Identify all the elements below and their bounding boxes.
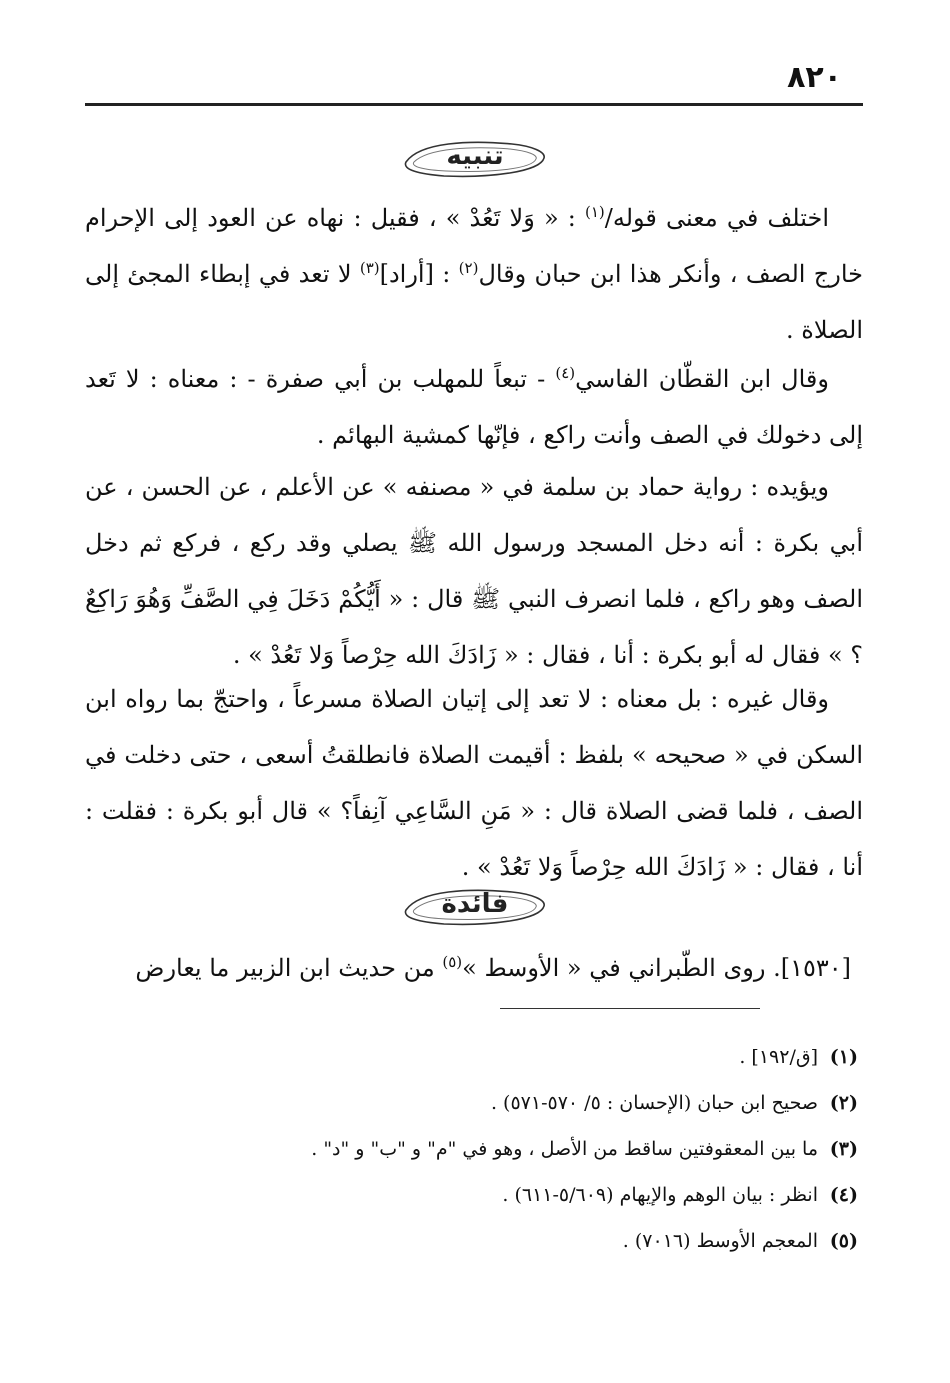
paragraph-4: وقال غيره : بل معناه : لا تعد إلى إتيان الصلاة مسرعاً ، واحتجّ بما رواه ابن السكن في « صحيحه » بلفظ : أقيمت الصلاة فانطلقتُ أسعى ، حتى دخلت في الصف ، فلما قضى الصلاة قال : « مَنِ السَّاعِي آنِفاً؟ » قال أبو بكرة : فقلت : أنا ، فقال : « زَادَكَ الله حِرْصاً وَلا تَعُدْ » . — [85, 685, 863, 881]
footnote-text: [ق/١٩٢] . — [739, 1046, 818, 1068]
paragraph-1-text-b: : « وَلا تَعُدْ » ، فقيل : نهاه عن العود إلى الإحرام خارج الصف ، وأنكر هذا ابن حبان وقال — [85, 204, 863, 288]
paragraph-1-text-d: لا تعد في إبطاء المجئ إلى الصلاة . — [85, 260, 863, 344]
faida-badge — [400, 884, 550, 930]
faida-label: فائدة — [441, 889, 509, 919]
footnote-text: صحيح ابن حبان (الإحسان : ٥/ ٥٧٠-٥٧١) . — [490, 1092, 818, 1114]
footnote-text: انظر : بيان الوهم والإيهام (٥/٦٠٩-٦١١) . — [502, 1184, 818, 1206]
footnote-number: (١) — [829, 1046, 858, 1068]
tanbih-heading — [0, 136, 950, 182]
tanbih-label: تنبيه — [446, 141, 504, 171]
page-number: ٨٢٠ — [787, 60, 842, 95]
footnote-item — [98, 1080, 858, 1126]
paragraph-2-text-b: - تبعاً للمهلب بن أبي صفرة - : معناه : لا تَعد إلى دخولك في الصف وأنت راكع ، فإنّها كمشية البهائم . — [85, 365, 863, 449]
paragraph-1-text-a: اختلف في معنى قوله/ — [604, 204, 829, 232]
footnote-text: المعجم الأوسط (٧٠١٦) . — [622, 1230, 818, 1252]
footnote-number: (٣) — [829, 1138, 858, 1160]
footnote-item — [98, 1034, 858, 1080]
paragraph-2-text-a: وقال ابن القطّان الفاسي — [575, 365, 829, 393]
paragraph-1-text-c: : [أراد] — [379, 260, 459, 288]
tanbih-badge — [400, 136, 550, 182]
paragraph-3: ويؤيده : رواية حماد بن سلمة في « مصنفه » عن الأعلم ، عن الحسن ، عن أبي بكرة : أنه دخل المسجد ورسول الله ﷺ يصلي وقد ركع ، فركع ثم دخل الصف وهو راكع ، فلما انصرف النبي ﷺ قال : « أَيُّكُمْ دَخَلَ فِي الصَّفِّ وَهُوَ رَاكِعٌ ؟ » فقال له أبو بكرة : أنا ، فقال : « زَادَكَ الله حِرْصاً وَلا تَعُدْ » . — [85, 473, 863, 669]
footnote-item — [98, 1126, 858, 1172]
footnote-ref-4[interactable]: (٤) — [555, 364, 576, 382]
paragraph-5 — [85, 940, 863, 996]
footnote-ref-1[interactable]: (١) — [584, 203, 605, 221]
paragraph-1 — [85, 190, 863, 358]
header-rule — [85, 103, 863, 106]
footnote-number: (٤) — [829, 1184, 858, 1206]
footnote-ref-3[interactable]: (٣) — [359, 259, 380, 277]
footnote-item — [98, 1218, 858, 1264]
footnote-number: (٥) — [829, 1230, 858, 1252]
paragraph-5-text-a: [١٥٣٠]. روى الطّبراني في « الأوسط » — [462, 954, 851, 982]
faida-heading — [0, 884, 950, 930]
footnote-number: (٢) — [829, 1092, 858, 1114]
footnote-item — [98, 1172, 858, 1218]
footnotes-list — [98, 1034, 858, 1264]
paragraph-5-text-b: من حديث ابن الزبير ما يعارض — [135, 954, 443, 982]
footnote-text: ما بين المعقوفتين ساقط من الأصل ، وهو في "م" و "ب" و "د" . — [311, 1138, 818, 1160]
paragraph-2 — [85, 351, 863, 463]
footnote-rule — [500, 1008, 760, 1009]
footnote-ref-5[interactable]: (٥) — [442, 953, 463, 971]
footnote-ref-2[interactable]: (٢) — [458, 259, 479, 277]
